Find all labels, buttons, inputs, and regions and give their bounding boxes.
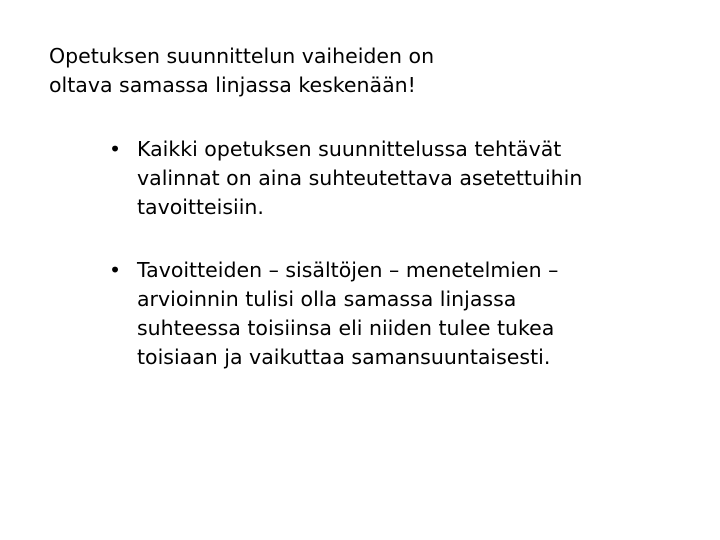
bullet-icon: • <box>109 137 122 161</box>
slide-title-line-1: Opetuksen suunnittelun vaiheiden on <box>49 44 435 68</box>
bullet-item-1 <box>109 135 669 222</box>
bullet-2-line-4: toisiaan ja vaikuttaa samansuuntaisesti. <box>137 345 551 369</box>
bullet-1-line-2: valinnat on aina suhteutettava asetettuihin <box>137 166 583 190</box>
bullet-1-line-3: tavoitteisiin. <box>137 195 264 219</box>
bullet-2-line-1: Tavoitteiden – sisältöjen – menetelmien – <box>137 258 559 282</box>
slide-title-line-2: oltava samassa linjassa keskenään! <box>49 73 416 97</box>
bullet-1-line-1: Kaikki opetuksen suunnittelussa tehtävät <box>137 137 562 161</box>
bullet-item-2 <box>109 256 669 372</box>
bullet-2-line-2: arvioinnin tulisi olla samassa linjassa <box>137 287 517 311</box>
bullet-list <box>109 135 669 406</box>
bullet-icon: • <box>109 258 122 282</box>
slide-title <box>49 42 649 100</box>
bullet-2-line-3: suhteessa toisiinsa eli niiden tulee tukea <box>137 316 555 340</box>
